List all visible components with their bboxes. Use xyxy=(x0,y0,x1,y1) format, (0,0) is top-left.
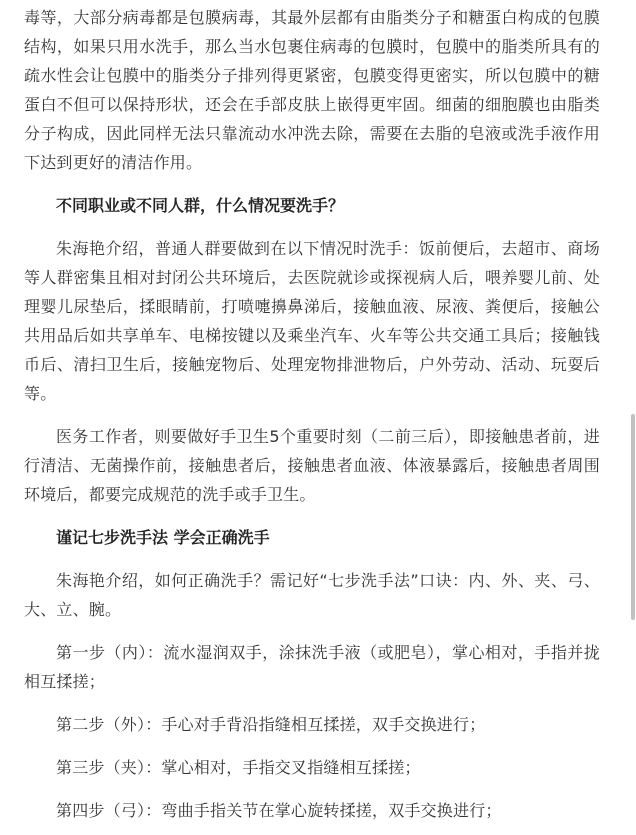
step-2-text: 第二步（外）：手心对手背沿指缝相互揉搓，双手交换进行； xyxy=(56,715,486,734)
spacer xyxy=(24,696,600,710)
spacer xyxy=(24,220,600,234)
scrollbar-thumb[interactable] xyxy=(631,414,635,620)
paragraph-medical-workers: 医务工作者，则要做好手卫生5个重要时刻（二前三后），即接触患者前，进行清洁、无菌操作前，接触患者后，接触患者血液、体液暴露后，接触患者周围环境后，都要完成规范的洗手或手卫生。 xyxy=(24,427,600,504)
spacer xyxy=(24,739,600,753)
vertical-scrollbar[interactable] xyxy=(630,0,636,835)
paragraph-general-public: 朱海艳介绍，普通人群要做到在以下情况时洗手：饭前便后，去超市、商场等人群密集且相对封闭公共环境后，去医院就诊或探视病人后，喂养婴儿前、处理婴儿尿垫后，揉眼睛前，打喷嚏擤鼻涕后，接触血液、尿液、粪便后，接触公共用品后如共享单车、电梯按键以及乘坐汽车、火车等公共交通工具后；接触钱币后、清扫卫生后，接触宠物后、处理宠物排泄物后，户外劳动、活动、玩耍后等。 xyxy=(24,239,600,403)
step-4-text: 第四步（弓）：弯曲手指关节在掌心旋转揉搓，双手交换进行； xyxy=(56,801,502,820)
spacer xyxy=(24,177,600,191)
spacer xyxy=(24,552,600,566)
paragraph-seven-step-mnemonic: 朱海艳介绍，如何正确洗手？需记好“七步洗手法”口诀：内、外、夹、弓、大、立、腕。 xyxy=(24,571,600,619)
spacer xyxy=(24,509,600,523)
step-1-text: 第一步（内）：流水湿润双手，涂抹洗手液（或肥皂），掌心相对，手指并拢相互揉搓； xyxy=(24,643,600,691)
section-heading-seven-steps: 谨记七步洗手法 学会正确洗手 xyxy=(56,528,270,547)
spacer xyxy=(24,408,600,422)
paragraph-virus-envelope: 毒等，大部分病毒都是包膜病毒，其最外层都有由脂类分子和糖蛋白构成的包膜结构，如果只用水洗手，那么当水包裹住病毒的包膜时，包膜中的脂类所具有的疏水性会让包膜中的脂类分子排列得更紧密，包膜变得更密实，所以包膜中的糖蛋白不但可以保持形状，还会在手部皮肤上嵌得更牢固。细菌的细胞膜也由脂类分子构成，因此同样无法只靠流动水冲洗去除，需要在去脂的皂液或洗手液作用下达到更好的清洁作用。 xyxy=(24,8,600,172)
step-3-text: 第三步（夹）：掌心相对，手指交叉指缝相互揉搓； xyxy=(56,758,421,777)
section-heading-when-to-wash: 不同职业或不同人群，什么情况要洗手？ xyxy=(56,196,345,215)
article-body xyxy=(24,0,600,825)
spacer xyxy=(24,782,600,796)
spacer xyxy=(24,624,600,638)
